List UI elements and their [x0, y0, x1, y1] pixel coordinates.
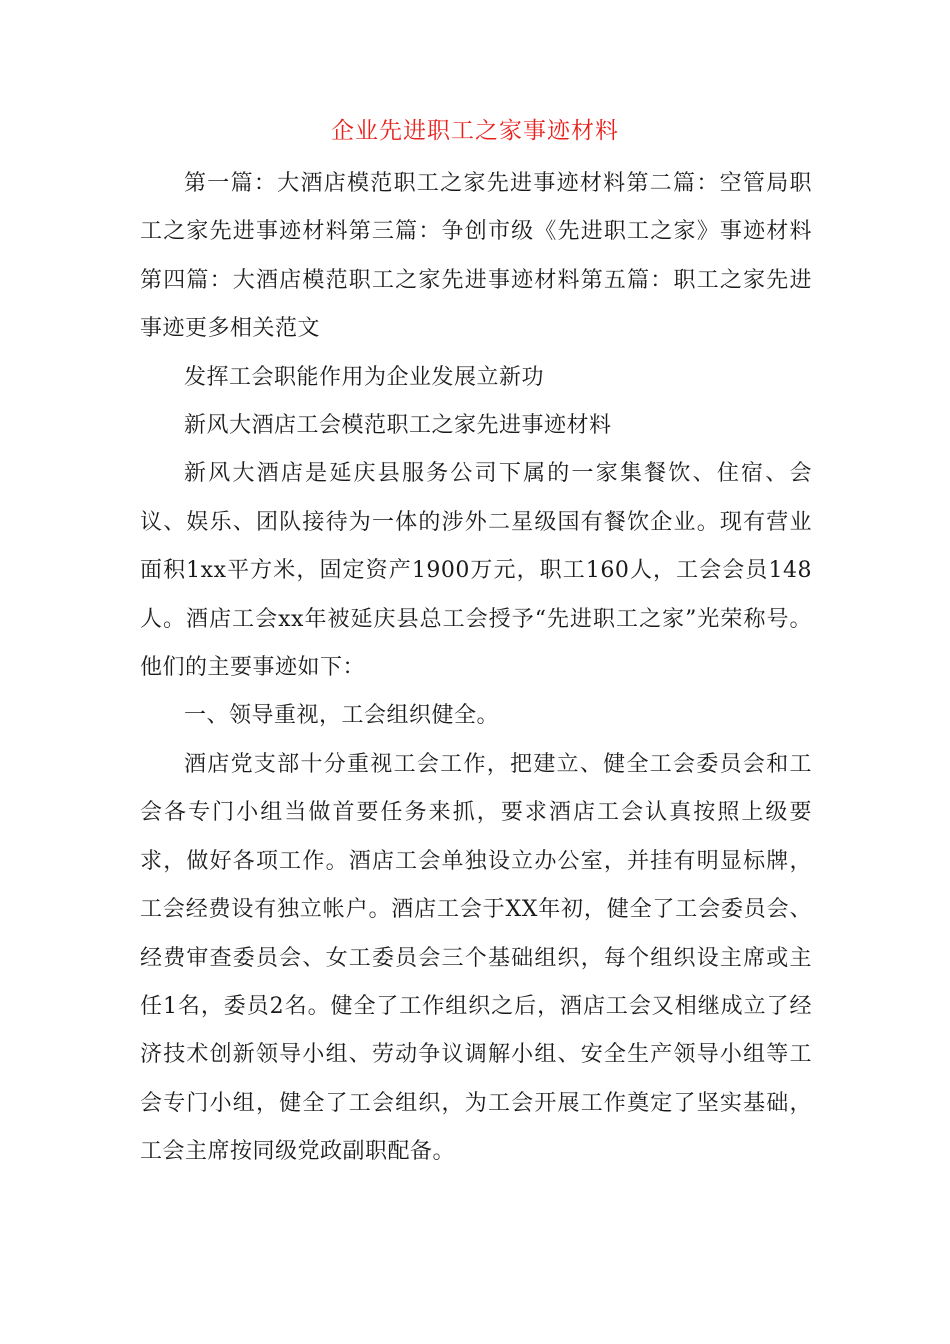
- paragraph-section-1: 酒店党支部十分重视工会工作，把建立、健全工会委员会和工会各专门小组当做首要任务来抓，要求酒店工会认真按照上级要求，做好各项工作。酒店工会单独设立办公室，并挂有明显标牌，工会经费设有独立帐户。酒店工会于XX年初，健全了工会委员会、经费审查委员会、女工委员会三个基础组织，每个组织设主席或主任1名，委员2名。健全了工作组织之后，酒店工会又相继成立了经济技术创新领导小组、劳动争议调解小组、安全生产领导小组等工会专门小组，健全了工会组织，为工会开展工作奠定了坚实基础，工会主席按同级党政副职配备。: [140, 751, 812, 1165]
- document-title: 企业先进职工之家事迹材料: [331, 118, 619, 144]
- paragraph-article-list: 第一篇：大酒店模范职工之家先进事迹材料第二篇：空管局职工之家先进事迹材料第三篇：争创市级《先进职工之家》事迹材料第四篇：大酒店模范职工之家先进事迹材料第五篇：职工之家先进事迹更多相关范文: [140, 171, 812, 342]
- paragraph-intro: 新风大酒店是延庆县服务公司下属的一家集餐饮、住宿、会议、娱乐、团队接待为一体的涉外二星级国有餐饮企业。现有营业面积1xx平方米，固定资产1900万元，职工160人，工会会员148人。酒店工会xx年被延庆县总工会授予“先进职工之家”光荣称号。他们的主要事迹如下：: [140, 461, 812, 681]
- section-heading-1: 一、领导重视，工会组织健全。: [184, 703, 500, 729]
- paragraph-subtitle: 新风大酒店工会模范职工之家先进事迹材料: [184, 413, 612, 439]
- document-body: [140, 160, 812, 1177]
- paragraph-theme: 发挥工会职能作用为企业发展立新功: [184, 364, 545, 390]
